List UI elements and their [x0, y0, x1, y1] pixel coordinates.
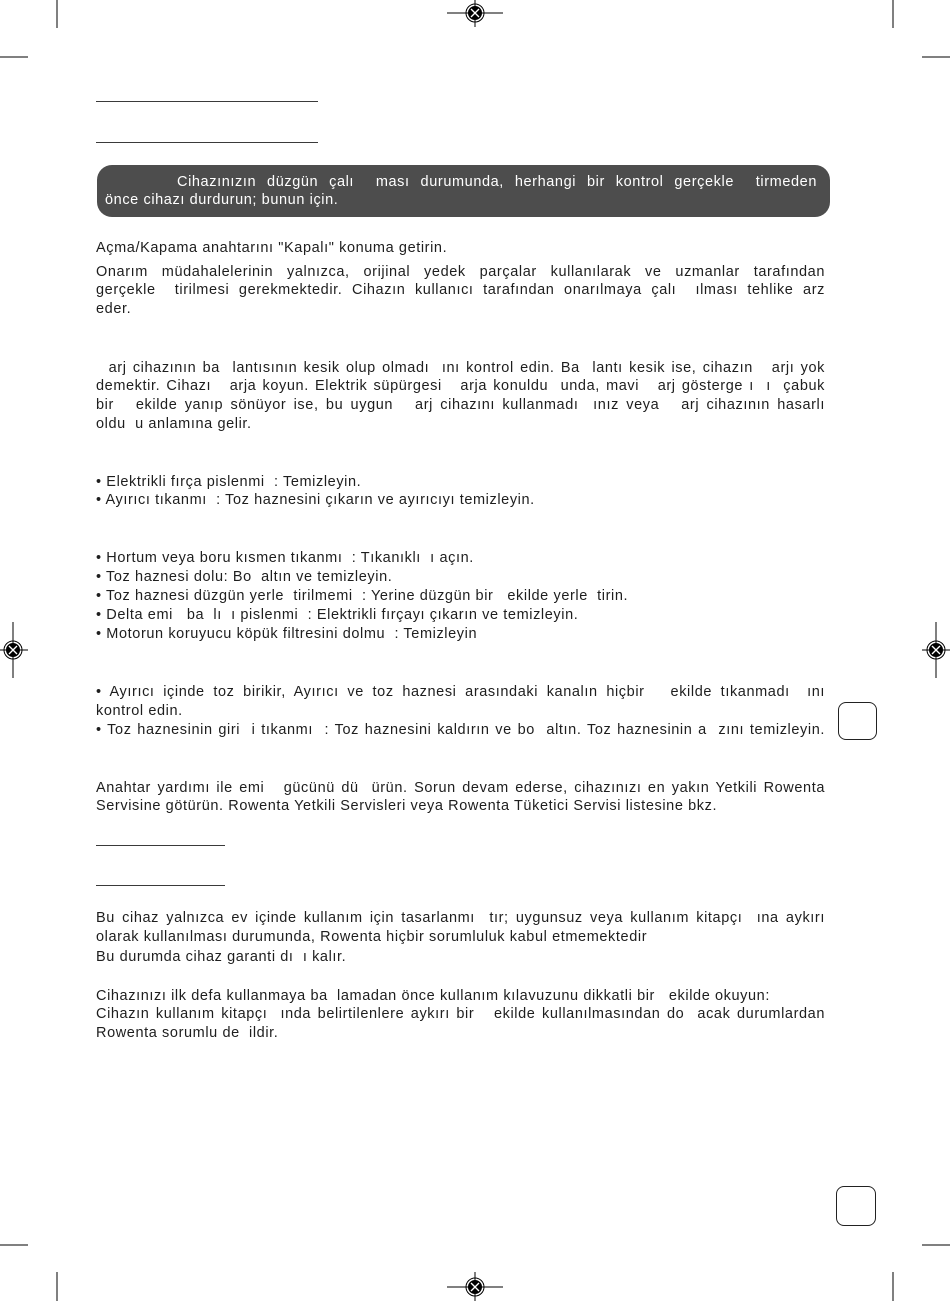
bullet-item: • Delta emi ba lı ı pislenmi : Elektrikli fırçayı çıkarın ve temizleyin. [96, 606, 579, 623]
charger-check-paragraph [96, 359, 825, 434]
page-tab-box-upper [838, 702, 877, 740]
bullet-item: • Toz haznesi düzgün yerle tirilmemi : Yerine düzgün bir ekilde yerle tirin. [96, 587, 629, 604]
bullet-item: • Ayırıcı tıkanmı : Toz haznesini çıkarın ve ayırıcıyı temizleyin. [96, 492, 535, 509]
crop-mark-bottom-left [0, 1245, 57, 1301]
bullet-item: • Toz haznesi dolu: Bo altın ve temizleyin. [96, 568, 393, 585]
paragraph-line: demektir. Cihazı arja koyun. Elektrik süpürgesi arja konuldu unda, mavi arj gösterge ı ı çabuk [96, 378, 825, 395]
paragraph-line: Bu cihaz yalnızca ev içinde kullanım için tasarlanmı tır; uygunsuz veya kullanım kitapçı ına aykırı [96, 909, 825, 926]
instruction-line: Açma/Kapama anahtarını "Kapalı" konuma getirin. [96, 239, 448, 256]
warranty-note [96, 948, 825, 967]
bullet-item: • Elektrikli fırça pislenmi : Temizleyin. [96, 473, 362, 490]
bullet-item: • Hortum veya boru kısmen tıkanmı : Tıkanıklı ı açın. [96, 549, 474, 566]
paragraph-line: oldu u anlamına gelir. [96, 415, 252, 432]
bullet-item: • Toz haznesinin giri i tıkanmı : Toz haznesini kaldırın ve bo altın. Toz haznesinin a zını temizleyin. [96, 721, 825, 738]
repair-notice-paragraph [96, 263, 825, 319]
switch-off-instruction [96, 239, 825, 258]
notice-line: önce cihazı durdurun; bunun için. [105, 192, 339, 208]
power-setting-paragraph [96, 779, 825, 816]
warning-notice-box [97, 165, 830, 217]
page-tab-box-lower [836, 1186, 876, 1226]
paragraph-line: Servisine götürün. Rowenta Yetkili Servisleri veya Rowenta Tüketici Servisi listesine bkz. [96, 798, 718, 815]
registration-mark-right-icon [922, 622, 950, 678]
header-rule-upper [96, 101, 318, 102]
read-manual-paragraph [96, 987, 825, 1043]
registration-mark-top-icon [447, 0, 503, 27]
crop-mark-top-left [0, 0, 57, 57]
paragraph-line: bir ekilde yanıp sönüyor ise, bu uygun arj cihazını kullanmadı ınız veya arj cihazının hasarlı [96, 397, 825, 413]
paragraph-line: gerçekle tirilmesi gerekmektedir. Cihazın kullanıcı tarafından onarılmaya çalı ılması tehlike arz [96, 282, 825, 299]
paragraph-line: Bu durumda cihaz garanti dı ı kalır. [96, 948, 347, 965]
bullet-item-continuation: kontrol edin. [96, 702, 183, 719]
section-rule-lower [96, 885, 225, 886]
paragraph-line: eder. [96, 301, 132, 317]
registration-mark-bottom-icon [447, 1272, 503, 1301]
crop-mark-bottom-right [893, 1245, 950, 1301]
brush-issues-list [96, 473, 825, 510]
paragraph-line: Cihazın kullanım kitapçı ında belirtilenlere aykırı bir ekilde kullanılmasından do acak durumlardan [96, 1006, 825, 1023]
notice-line: Cihazınızın düzgün çalı ması durumunda, herhangi bir kontrol gerçekle tirmeden [177, 174, 817, 190]
paragraph-line: olarak kullanılması durumunda, Rowenta hiçbir sorumluluk kabul etmemektedir [96, 928, 648, 945]
bullet-item: • Motorun koruyucu köpük filtresini dolmu : Temizleyin [96, 625, 478, 642]
paragraph-line: Rowenta sorumlu de ildir. [96, 1025, 279, 1041]
bullet-item: • Ayırıcı içinde toz birikir, Ayırıcı ve toz haznesi arasındaki kanalın hiçbir ekilde tıkanmadı ını [96, 683, 825, 700]
usage-disclaimer-paragraph [96, 909, 825, 947]
paragraph-line: arj cihazının ba lantısının kesik olup olmadı ını kontrol edin. Ba lantı kesik ise, cihazın arjı yok [96, 359, 825, 376]
header-rule-lower [96, 142, 318, 143]
crop-mark-top-right [893, 0, 950, 57]
registration-mark-left-icon [0, 622, 28, 678]
paragraph-line: Cihazınızı ilk defa kullanmaya ba lamadan önce kullanım kılavuzunu dikkatli bir ekilde okuyun: [96, 987, 770, 1004]
suction-issues-list [96, 549, 825, 644]
section-rule-upper [96, 845, 225, 846]
paragraph-line: Onarım müdahalelerinin yalnızca, orijinal yedek parçalar kullanılarak ve uzmanlar tarafından [96, 263, 825, 280]
paragraph-line: Anahtar yardımı ile emi gücünü dü ürün. Sorun devam ederse, cihazınızı en yakın Yetkili Rowenta [96, 779, 825, 796]
separator-issues-list [96, 683, 825, 740]
